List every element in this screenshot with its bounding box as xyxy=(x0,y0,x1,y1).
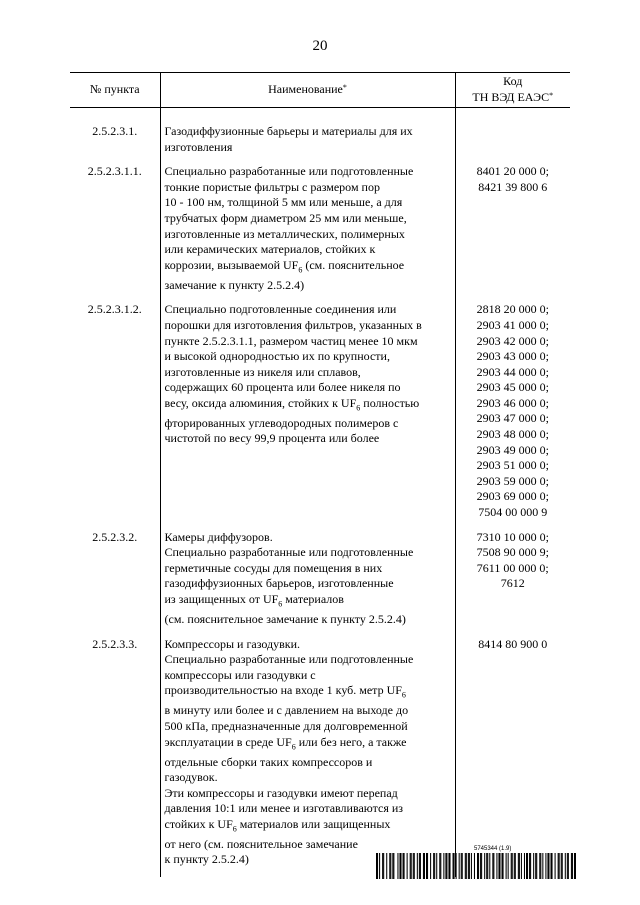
item-code: 2903 41 000 0; xyxy=(476,317,549,332)
item-name-line: (см. пояснительное замечание к пункту 2.5.2.4) xyxy=(164,612,406,626)
item-name-line: производительностью на входе 1 куб. метр $UF_6$ xyxy=(164,683,406,700)
item-name-line: и высокой однородностью их по крупности, xyxy=(164,349,390,364)
table-header-row xyxy=(70,73,570,108)
item-name-line: к пункту 2.5.2.4) xyxy=(164,852,249,867)
item-number xyxy=(70,637,160,868)
item-code: 2903 46 000 0; xyxy=(476,395,549,410)
item-name-line: тонкие пористые фильтры с размером пор xyxy=(164,179,380,194)
row-spacer xyxy=(70,521,570,530)
item-code: 2903 45 000 0; xyxy=(476,380,549,395)
item-name-line: Компрессоры и газодувки. xyxy=(164,636,301,651)
item-name xyxy=(160,164,455,293)
item-name-line: газодиффузионных барьеров, изготовленные xyxy=(164,576,394,591)
item-name-line: Эти компрессоры и газодувки имеют перепад xyxy=(164,785,398,800)
item-name-line: изготовления xyxy=(164,139,233,154)
item-name-line: в минуту или более и с давлением на выходе до xyxy=(164,703,409,718)
item-name-line: изготовленные из никеля или сплавов, xyxy=(164,364,361,379)
item-name-line: от него (см. пояснительное замечание xyxy=(164,836,358,851)
item-number-text: 2.5.2.3.1.1. xyxy=(87,164,142,179)
row-spacer xyxy=(70,293,570,302)
item-name-line: Специально подготовленные соединения или xyxy=(164,302,397,317)
item-name-line: содержащих 60 процента или более никеля по xyxy=(164,380,401,395)
item-code: 2903 51 000 0; xyxy=(476,458,549,473)
item-name-line: изготовленные из металлических, полимерных xyxy=(164,226,405,241)
spacer-cell xyxy=(160,628,455,637)
item-name-line: весу, оксида алюминия, стойких к $UF_6$ полностью xyxy=(164,395,420,413)
item-code: 8421 39 800 6 xyxy=(478,179,548,194)
item-code: 8414 80 900 0 xyxy=(478,636,548,651)
item-name-line: отдельные сборки таких компрессоров и xyxy=(164,754,373,769)
spacer-cell xyxy=(455,521,570,530)
item-code: 2903 43 000 0; xyxy=(476,349,549,364)
item-name-line: 10 - 100 нм, толщиной 5 мм или меньше, а для xyxy=(164,195,403,210)
item-codes xyxy=(455,124,570,155)
item-name-line: давления 10:1 или менее и изготавливаются из xyxy=(164,801,403,816)
item-code: 7310 10 000 0; xyxy=(476,529,549,544)
item-name-line: пункте 2.5.2.3.1.1, размером частиц менее 10 мкм xyxy=(164,333,418,348)
item-code: 8401 20 000 0; xyxy=(476,164,549,179)
item-codes xyxy=(455,164,570,293)
header-code xyxy=(455,73,570,108)
item-name-line: газодувок. xyxy=(164,770,218,785)
spacer-cell xyxy=(70,293,160,302)
item-code: 2903 59 000 0; xyxy=(476,473,549,488)
item-name-line: компрессоры или газодувки с xyxy=(164,667,316,682)
spacer-cell xyxy=(160,293,455,302)
item-name-line: стойких к $UF_6$ материалов или защищенных xyxy=(164,816,391,834)
spacer-cell xyxy=(70,521,160,530)
spacer-cell xyxy=(160,155,455,164)
item-code: 2903 42 000 0; xyxy=(476,333,549,348)
header-number-label: № пункта xyxy=(89,82,140,97)
header-code-label: Код xyxy=(503,74,523,89)
item-number xyxy=(70,530,160,628)
item-name-line: из защищенных от $UF_6$ материалов xyxy=(164,592,344,609)
spacer-cell xyxy=(70,628,160,637)
item-code: 2903 44 000 0; xyxy=(476,364,549,379)
spacer-cell xyxy=(160,521,455,530)
item-name-line: герметичные сосуды для помещения в них xyxy=(164,560,383,575)
item-name-line: замечание к пункту 2.5.2.4) xyxy=(164,277,305,292)
item-codes xyxy=(455,637,570,868)
spacer-cell xyxy=(160,108,455,125)
item-name xyxy=(160,637,455,868)
spacer-cell xyxy=(455,628,570,637)
spacer-cell xyxy=(70,108,160,125)
item-name-line: Газодиффузионные барьеры и материалы для их xyxy=(164,124,413,138)
item-name-line: коррозии, вызываемой $UF_6$ (см. пояснительное xyxy=(164,257,405,275)
item-number xyxy=(70,164,160,293)
barcode-label: 5745344 (1.9) xyxy=(474,846,512,852)
item-name-line: эксплуатации в среде $UF_6$ или без него, а также xyxy=(164,734,407,751)
item-code: 2903 49 000 0; xyxy=(476,442,549,457)
footnote-mark: * xyxy=(549,91,554,100)
table-row xyxy=(70,164,570,293)
barcode xyxy=(376,853,576,879)
spacer-cell xyxy=(455,155,570,164)
item-name-line: 500 кПа, предназначенные для долговременной xyxy=(164,718,408,733)
spacer-cell xyxy=(455,108,570,125)
header-number xyxy=(70,73,160,108)
item-code: 7612 xyxy=(500,576,525,591)
page-number: 20 xyxy=(312,38,328,54)
item-code: 7508 90 000 9; xyxy=(476,545,549,560)
item-number xyxy=(70,302,160,520)
item-code: 2903 69 000 0; xyxy=(476,489,549,504)
item-name-line: фторированных углеводородных полимеров с xyxy=(164,415,399,430)
goods-table xyxy=(70,72,570,877)
table-body xyxy=(70,108,570,878)
item-number-text: 2.5.2.3.3. xyxy=(92,636,138,651)
item-codes xyxy=(455,302,570,520)
item-number-text: 2.5.2.3.1.2. xyxy=(87,302,142,317)
item-number-text: 2.5.2.3.1. xyxy=(92,124,138,138)
item-code: 2903 47 000 0; xyxy=(476,411,549,426)
item-codes xyxy=(455,530,570,628)
item-name-line: чистотой по весу 99,9 процента или более xyxy=(164,431,380,446)
item-name-line: или керамических материалов, стойких к xyxy=(164,242,376,257)
spacer-cell xyxy=(455,293,570,302)
item-number-text: 2.5.2.3.2. xyxy=(92,529,138,544)
item-code: 2903 48 000 0; xyxy=(476,427,549,442)
row-spacer xyxy=(70,155,570,164)
item-name xyxy=(160,302,455,520)
table-row xyxy=(70,302,570,520)
header-name-label: Наименование xyxy=(268,82,343,97)
table-row xyxy=(70,530,570,628)
item-name-line: трубчатых форм диаметром 25 мм или меньше, xyxy=(164,210,407,225)
table-row xyxy=(70,124,570,155)
spacer-cell xyxy=(70,868,160,877)
header-name xyxy=(160,73,455,108)
footnote-mark: * xyxy=(342,83,347,93)
header-code-sublabel: ТН ВЭД ЕАЭС xyxy=(472,90,550,104)
spacer-cell xyxy=(70,155,160,164)
item-code: 7611 00 000 0; xyxy=(476,560,549,575)
item-name-line: Специально разработанные или подготовленные xyxy=(164,164,414,179)
row-spacer xyxy=(70,628,570,637)
table-row xyxy=(70,637,570,868)
item-name-line: Специально разработанные или подготовленные xyxy=(164,545,414,560)
item-name xyxy=(160,124,455,155)
item-name-line: Камеры диффузоров. xyxy=(164,529,273,544)
item-name-line: Специально разработанные или подготовленные xyxy=(164,652,414,667)
item-code: 7504 00 000 9 xyxy=(478,505,548,520)
item-name xyxy=(160,530,455,628)
item-number xyxy=(70,124,160,155)
item-name-line: порошки для изготовления фильтров, указанных в xyxy=(164,317,422,332)
item-code: 2818 20 000 0; xyxy=(476,302,549,317)
row-spacer xyxy=(70,108,570,125)
